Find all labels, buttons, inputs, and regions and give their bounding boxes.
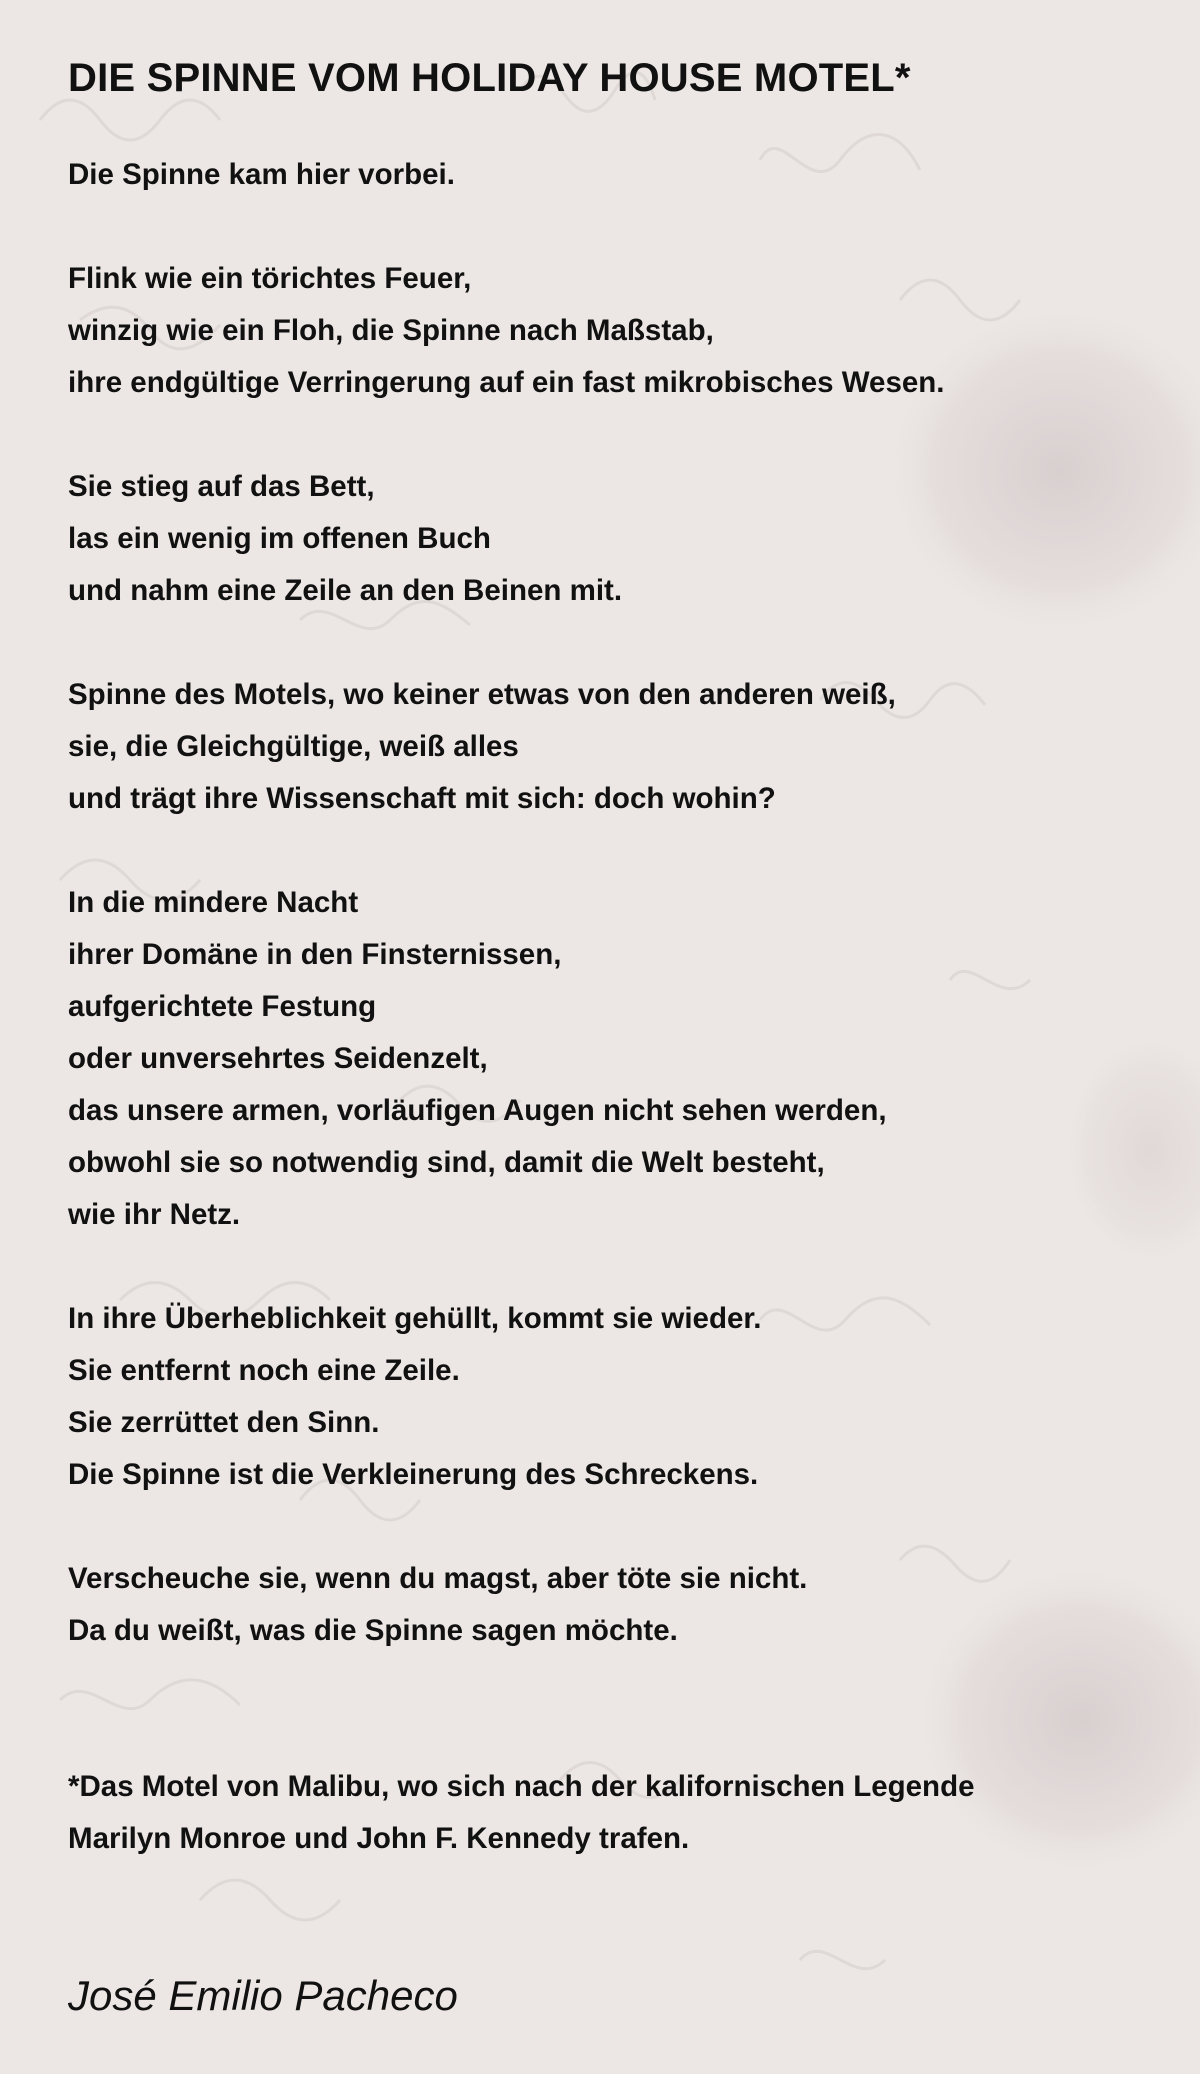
poem-line: Die Spinne ist die Verkleinerung des Schreckens. xyxy=(68,1458,759,1491)
poem-line: winzig wie ein Floh, die Spinne nach Maßstab, xyxy=(68,314,714,347)
stanza-2 xyxy=(68,253,1168,409)
poem-line: Flink wie ein törichtes Feuer, xyxy=(68,262,472,295)
poem-line: Da du weißt, was die Spinne sagen möchte. xyxy=(68,1614,678,1647)
poem-line: las ein wenig im offenen Buch xyxy=(68,522,491,555)
poem-line: und trägt ihre Wissenschaft mit sich: doch wohin? xyxy=(68,782,776,815)
stanza-3 xyxy=(68,461,1168,617)
stanza-4 xyxy=(68,669,1168,825)
poem-line: wie ihr Netz. xyxy=(68,1198,241,1231)
poem-line: obwohl sie so notwendig sind, damit die Welt besteht, xyxy=(68,1146,825,1179)
stanza-5 xyxy=(68,877,1168,1241)
stanza-6 xyxy=(68,1293,1168,1501)
poem-line: Sie entfernt noch eine Zeile. xyxy=(68,1354,460,1387)
footnote-line: Marilyn Monroe und John F. Kennedy trafen. xyxy=(68,1822,690,1855)
poem-line: oder unversehrtes Seidenzelt, xyxy=(68,1042,488,1075)
poem-line: In die mindere Nacht xyxy=(68,886,359,919)
poem-line: ihrer Domäne in den Finsternissen, xyxy=(68,938,562,971)
poem-line: aufgerichtete Festung xyxy=(68,990,377,1023)
poem-author: José Emilio Pacheco xyxy=(68,1972,458,2019)
poem-line: Spinne des Motels, wo keiner etwas von den anderen weiß, xyxy=(68,678,896,711)
poem-line: sie, die Gleichgültige, weiß alles xyxy=(68,730,519,763)
poem-line: Sie stieg auf das Bett, xyxy=(68,470,375,503)
poem-title: DIE SPINNE VOM HOLIDAY HOUSE MOTEL* xyxy=(68,56,911,100)
poem-line: In ihre Überheblichkeit gehüllt, kommt sie wieder. xyxy=(68,1302,762,1335)
poem-line: Sie zerrüttet den Sinn. xyxy=(68,1406,380,1439)
footnote xyxy=(68,1761,1168,1865)
poem-line: das unsere armen, vorläufigen Augen nicht sehen werden, xyxy=(68,1094,887,1127)
footnote-line: *Das Motel von Malibu, wo sich nach der kalifornischen Legende xyxy=(68,1770,975,1803)
stanza-1 xyxy=(68,149,1168,201)
poem-line: Die Spinne kam hier vorbei. xyxy=(68,158,455,191)
poem-line: Verscheuche sie, wenn du magst, aber töte sie nicht. xyxy=(68,1562,808,1595)
poem-body xyxy=(68,149,1168,1917)
stanza-7 xyxy=(68,1553,1168,1657)
poem-line: ihre endgültige Verringerung auf ein fast mikrobisches Wesen. xyxy=(68,366,945,399)
poem-line: und nahm eine Zeile an den Beinen mit. xyxy=(68,574,623,607)
